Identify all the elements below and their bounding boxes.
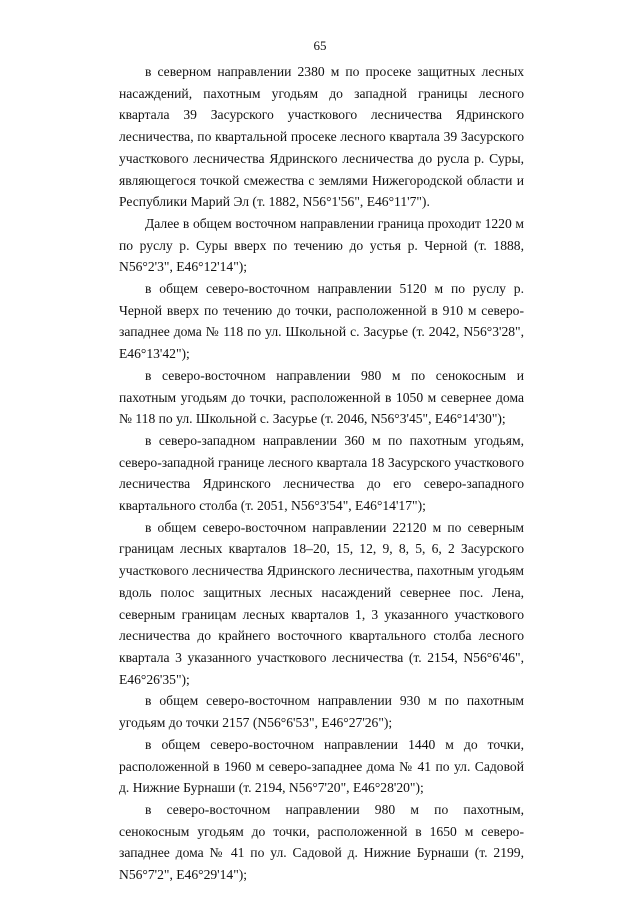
page-number: 65: [313, 38, 327, 53]
paragraph: Далее в общем восточном направлении граница проходит 1220 м по руслу р. Суры вверх по течению до устья р. Черной (т. 1888, N56°2'3", E46°12'14");: [119, 215, 524, 275]
paragraph: в северо-восточном направлении 980 м по пахотным, сенокосным угодьям до точки, расположенной в 1650 м северо-западнее дома № 41 по ул. Садовой д. Нижние Бурнаши (т. 2199, N56°7'2", E46°29'14");: [119, 801, 524, 883]
paragraph: в северо-восточном направлении 980 м по сенокосным и пахотным угодьям до точки, расположенной в 1050 м севернее дома № 118 по ул. Школьной с. Засурье (т. 2046, N56°3'45", E46°14'30");: [119, 367, 524, 427]
paragraph: в общем северо-восточном направлении 22120 м по северным границам лесных кварталов 18–20, 15, 12, 9, 8, 5, 6, 2 Засурского участкового лесничества Ядринского лесничества, пахотным угодьям вдоль полос защитных лесных насаждений севернее пос. Лена, северным границам лесных кварталов 1, 3 указанного участкового лесничества до крайнего восточного квартального столба лесного квартала 3 указанного участкового лесничества (т. 2154, N56°6'46", E46°26'35");: [119, 519, 524, 687]
paragraph: в северном направлении 2380 м по просеке защитных лесных насаждений, пахотным угодьям до западной границы лесного квартала 39 Засурского участкового лесничества Ядринского лесничества, по квартальной просеке лесного квартала 39 Засурского участкового лесничества Ядринского лесничества до русла р. Суры, являющегося точкой смежества с землями Нижегородской области и Республики Марий Эл (т. 1882, N56°1'56", E46°11'7").: [119, 64, 524, 210]
paragraph: в общем северо-восточном направлении 930 м по пахотным угодьям до точки 2157 (N56°6'53", E46°27'26");: [119, 693, 524, 731]
paragraph: в северо-западном направлении 360 м по пахотным угодьям, северо-западной границе лесного квартала 18 Засурского участкового лесничества Ядринского лесничества до его северо-западного квартального столба (т. 2051, N56°3'54", E46°14'17");: [119, 432, 524, 514]
body-text: [119, 61, 524, 886]
paragraph: в общем северо-восточном направлении 1440 м до точки, расположенной в 1960 м северо-западнее дома № 41 по ул. Садовой д. Нижние Бурнаши (т. 2194, N56°7'20", E46°28'20");: [119, 736, 524, 796]
paragraph: в общем северо-восточном направлении 5120 м по руслу р. Черной вверх по течению до точки, расположенной в 910 м северо-западнее дома № 118 по ул. Школьной с. Засурье (т. 2042, N56°3'28", E46°13'42");: [119, 281, 524, 362]
